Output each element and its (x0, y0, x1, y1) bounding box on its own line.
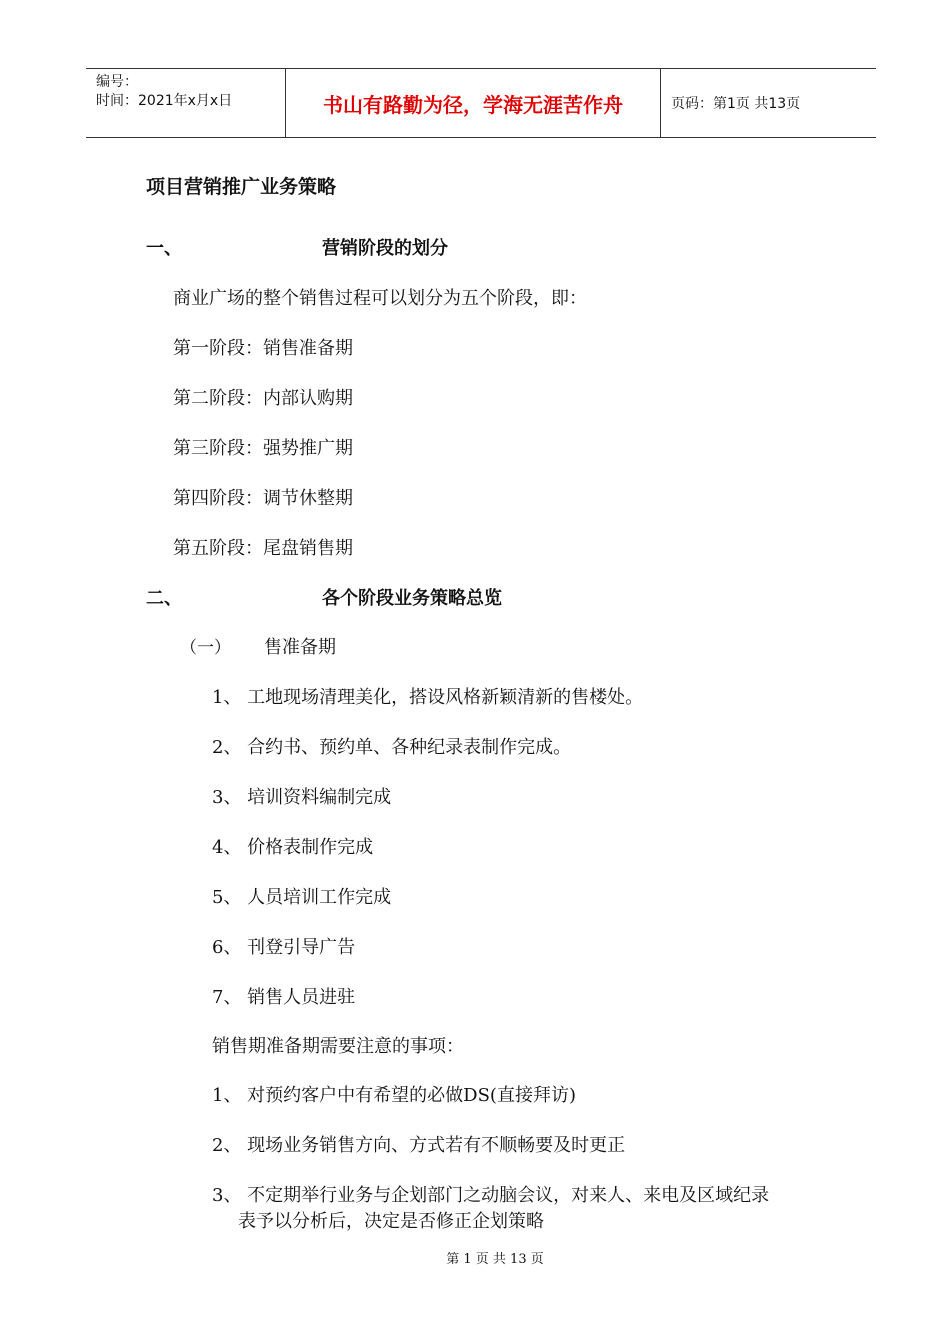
page-header (86, 68, 876, 138)
task-item: 5、 人员培训工作完成 (212, 887, 392, 908)
notes-heading: 销售期准备期需要注意的事项： (212, 1036, 464, 1057)
task-item: 4、 价格表制作完成 (212, 837, 374, 858)
section1-number: 一、 (146, 238, 182, 259)
doc-title: 项目营销推广业务策略 (146, 176, 337, 198)
stage-item: 第四阶段：调节休整期 (173, 488, 353, 509)
task-item: 6、 刊登引导广告 (212, 937, 356, 958)
section2-title: 各个阶段业务策略总览 (322, 588, 502, 609)
section1-title: 营销阶段的划分 (322, 238, 448, 259)
stage-item: 第一阶段：销售准备期 (173, 338, 353, 359)
task-item: 1、 工地现场清理美化，搭设风格新颖清新的售楼处。 (212, 687, 644, 708)
subsection1-number: （一） (180, 638, 231, 658)
subsection1-title: 售准备期 (264, 637, 336, 658)
section2-number: 二、 (146, 588, 182, 609)
task-item: 3、 培训资料编制完成 (212, 787, 392, 808)
header-meta (86, 69, 286, 137)
note-item: 3、 不定期举行业务与企划部门之动脑会议，对来人、来电及区域纪录 (212, 1185, 770, 1206)
note-item: 1、 对预约客户中有希望的必做DS(直接拜访) (212, 1085, 576, 1106)
task-item: 2、 合约书、预约单、各种纪录表制作完成。 (212, 737, 572, 758)
time-label: 时间：2021年x月x日 (96, 93, 233, 109)
number-label: 编号： (96, 74, 138, 90)
note-item: 2、 现场业务销售方向、方式若有不顺畅要及时更正 (212, 1135, 626, 1156)
intro-paragraph: 商业广场的整个销售过程可以划分为五个阶段，即： (173, 288, 587, 309)
task-item: 7、 销售人员进驻 (212, 987, 356, 1008)
stage-item: 第三阶段：强势推广期 (173, 438, 353, 459)
header-page-info: 页码：第1页 共13页 (671, 96, 801, 112)
page-footer: 第 1 页 共 13 页 (446, 1252, 544, 1267)
stage-item: 第五阶段：尾盘销售期 (173, 538, 353, 559)
stage-item: 第二阶段：内部认购期 (173, 388, 353, 409)
header-motto: 书山有路勤为径，学海无涯苦作舟 (286, 69, 661, 137)
note-item-continuation: 表予以分析后，决定是否修正企划策略 (238, 1211, 544, 1232)
